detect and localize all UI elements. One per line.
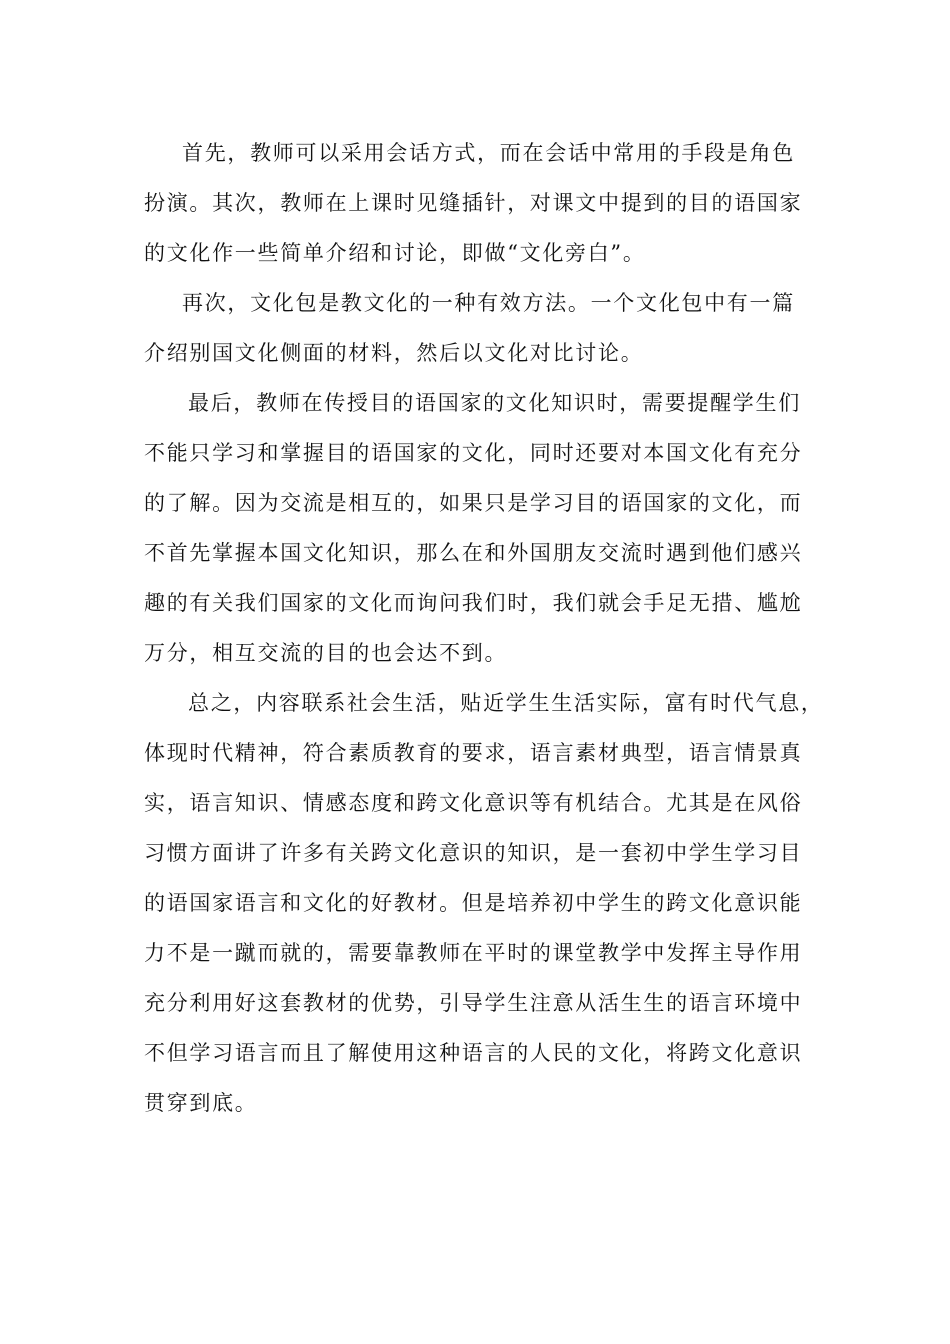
paragraph-line: 趣的有关我们国家的文化而询问我们时，我们就会手足无措、尴尬 — [144, 591, 803, 615]
paragraph-line: 的文化作一些简单介绍和讨论，即做“文化旁白”。 — [144, 241, 646, 265]
paragraph-line: 力不是一蹴而就的，需要靠教师在平时的课堂教学中发挥主导作用 — [144, 941, 803, 965]
paragraph-line: 再次，文化包是教文化的一种有效方法。一个文化包中有一篇 — [182, 291, 795, 315]
paragraph-line: 充分利用好这套教材的优势，引导学生注意从活生生的语言环境中 — [144, 991, 803, 1015]
paragraph-line: 实，语言知识、情感态度和跨文化意识等有机结合。尤其是在风俗 — [144, 791, 803, 815]
paragraph-line: 贯穿到底。 — [144, 1091, 258, 1115]
paragraph-line: 的了解。因为交流是相互的，如果只是学习目的语国家的文化，而 — [144, 491, 803, 515]
paragraph-line: 首先，教师可以采用会话方式，而在会话中常用的手段是角色 — [182, 141, 795, 165]
paragraph-line: 体现时代精神，符合素质教育的要求，语言素材典型，语言情景真 — [144, 741, 803, 765]
paragraph-3 — [144, 378, 834, 678]
paragraph-line: 不但学习语言而且了解使用这种语言的人民的文化，将跨文化意识 — [144, 1041, 803, 1065]
paragraph-line: 习惯方面讲了许多有关跨文化意识的知识，是一套初中学生学习目 — [144, 841, 803, 865]
paragraph-4 — [144, 678, 834, 1128]
paragraph-2 — [144, 278, 834, 378]
document-body — [144, 128, 834, 1128]
paragraph-line: 介绍别国文化侧面的材料，然后以文化对比讨论。 — [144, 341, 644, 365]
paragraph-line: 总之，内容联系社会生活，贴近学生生活实际，富有时代气息， — [188, 691, 824, 715]
paragraph-line: 不首先掌握本国文化知识，那么在和外国朋友交流时遇到他们感兴 — [144, 541, 803, 565]
paragraph-line: 不能只学习和掌握目的语国家的文化，同时还要对本国文化有充分 — [144, 441, 803, 465]
paragraph-1 — [144, 128, 834, 278]
paragraph-line: 最后，教师在传授目的语国家的文化知识时，需要提醒学生们 — [188, 391, 801, 415]
paragraph-line: 的语国家语言和文化的好教材。但是培养初中学生的跨文化意识能 — [144, 891, 803, 915]
paragraph-line: 万分，相互交流的目的也会达不到。 — [144, 641, 508, 665]
paragraph-line: 扮演。其次，教师在上课时见缝插针，对课文中提到的目的语国家 — [144, 191, 803, 215]
